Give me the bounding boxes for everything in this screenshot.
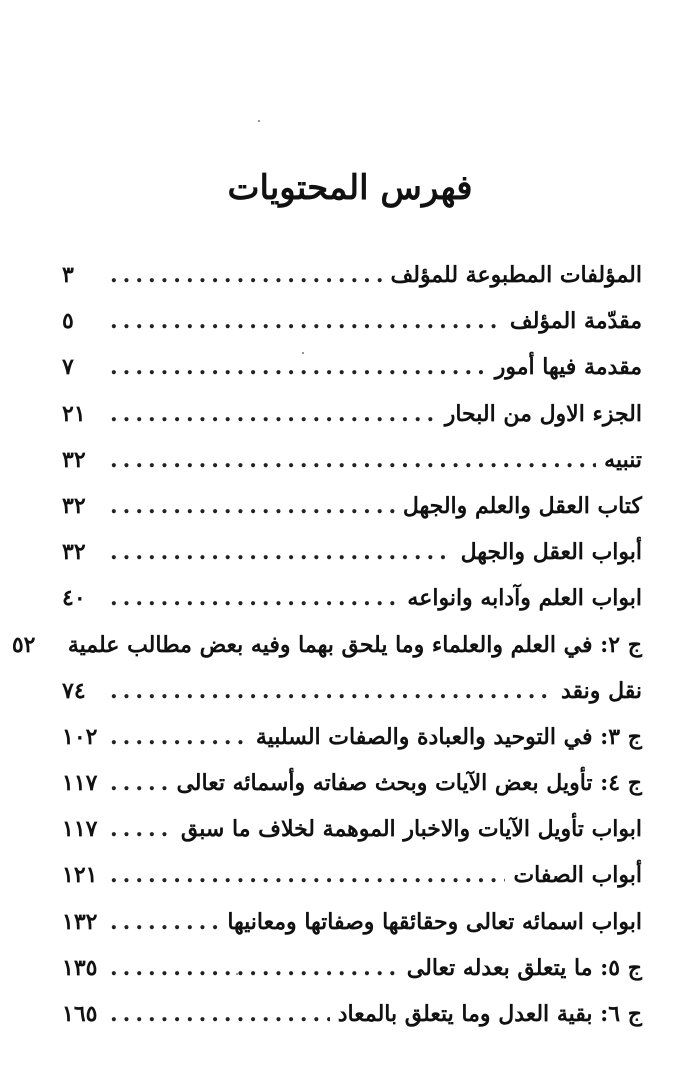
paper-speck (258, 120, 260, 122)
toc-entry (62, 678, 642, 724)
toc-entry (11, 631, 642, 678)
toc-entry-page: ٧٤ (62, 677, 86, 704)
toc-entry-page: ١٣٥ (62, 954, 98, 981)
toc-entry-page: ٣٢ (62, 539, 86, 566)
toc-leader-dots (110, 401, 437, 427)
toc-leader-dots (110, 909, 219, 935)
paper-speck (236, 973, 238, 975)
toc-entry (62, 955, 642, 1001)
toc-leader-dots (110, 308, 502, 334)
toc-entry-page: ١١٧ (62, 816, 98, 843)
toc-entry-page: ٣٢ (62, 492, 86, 519)
toc-entry (62, 493, 642, 539)
toc-entry (62, 447, 642, 493)
toc-entry-label: مقدمة فيها أمور (494, 354, 642, 381)
toc-entry (62, 724, 642, 770)
toc-entry-page: ٧ (62, 354, 74, 381)
table-of-contents (11, 262, 642, 1047)
page-title: فهرس المحتويات (227, 168, 473, 208)
toc-entry-page: ٤٠ (62, 585, 86, 612)
toc-entry-label: كتاب العقل والعلم والجهل (402, 492, 642, 519)
toc-entry-label: ج ٢: في العلم والعلماء وما يلحق بهما وفيه بعض مطالب علمية (67, 631, 642, 658)
toc-entry-label: ج ٦: بقية العدل وما يتعلق بالمعاد (337, 1001, 642, 1027)
toc-entry-label: مقدّمة المؤلف (509, 308, 642, 335)
toc-entry-label: نقل ونقد (561, 677, 642, 704)
toc-entry-page: ١٦٥ (62, 1001, 98, 1027)
toc-leader-dots (110, 862, 505, 888)
toc-entry (62, 262, 642, 308)
toc-entry-label: ج ٥: ما يتعلق بعدله تعالى (406, 954, 642, 981)
toc-leader-dots (110, 354, 487, 380)
toc-entry (62, 308, 642, 354)
toc-entry-label: ج ٤: تأويل بعض الآيات وبحث صفاته وأسمائه تعالى (176, 770, 642, 797)
toc-entry (62, 539, 642, 585)
toc-entry-page: ٣ (62, 262, 74, 288)
toc-entry-page: ٣٢ (62, 446, 86, 473)
toc-entry-page: ١٢١ (62, 862, 98, 889)
toc-leader-dots (110, 493, 395, 519)
toc-entry-page: ١١٧ (62, 770, 98, 797)
toc-entry-label: المؤلفات المطبوعة للمؤلف (390, 262, 642, 288)
toc-entry-page: ٥٢ (11, 631, 36, 658)
toc-leader-dots (110, 770, 168, 796)
toc-entry-label: ابواب تأويل الآيات والاخبار الموهمة لخلاف ما سبق (180, 816, 642, 843)
toc-entry (62, 401, 642, 447)
toc-entry-label: ابواب العلم وآدابه وانواعه (407, 585, 642, 612)
toc-entry-label: تنبيه (604, 446, 642, 473)
toc-entry-label: أبواب العقل والجهل (460, 539, 642, 566)
toc-entry-label: ابواب اسمائه تعالى وحقائقها وصفاتها ومعانيها (227, 908, 642, 935)
toc-leader-dots (110, 1001, 330, 1027)
toc-entry (62, 770, 642, 816)
toc-leader-dots (110, 678, 553, 704)
toc-leader-dots (110, 955, 399, 981)
toc-entry-label: الجزء الاول من البحار (444, 400, 642, 427)
toc-leader-dots (110, 447, 596, 473)
toc-entry-page: ٢١ (62, 400, 86, 427)
toc-leader-dots (110, 585, 399, 611)
toc-entry (62, 909, 642, 955)
toc-entry (62, 862, 642, 908)
toc-entry (62, 585, 642, 631)
toc-entry (62, 1001, 642, 1047)
toc-entry (62, 816, 642, 862)
toc-entry-page: ٥ (62, 308, 74, 335)
toc-leader-dots (110, 724, 248, 750)
toc-entry-page: ١٠٢ (62, 723, 98, 750)
toc-entry-page: ١٣٢ (62, 908, 98, 935)
toc-leader-dots (110, 816, 173, 842)
toc-entry-label: أبواب الصفات (513, 862, 642, 889)
toc-leader-dots (110, 262, 382, 288)
paper-speck (302, 352, 304, 354)
toc-leader-dots (110, 539, 453, 565)
toc-entry-label: ج ٣: في التوحيد والعبادة والصفات السلبية (255, 723, 642, 750)
toc-entry (62, 354, 642, 400)
